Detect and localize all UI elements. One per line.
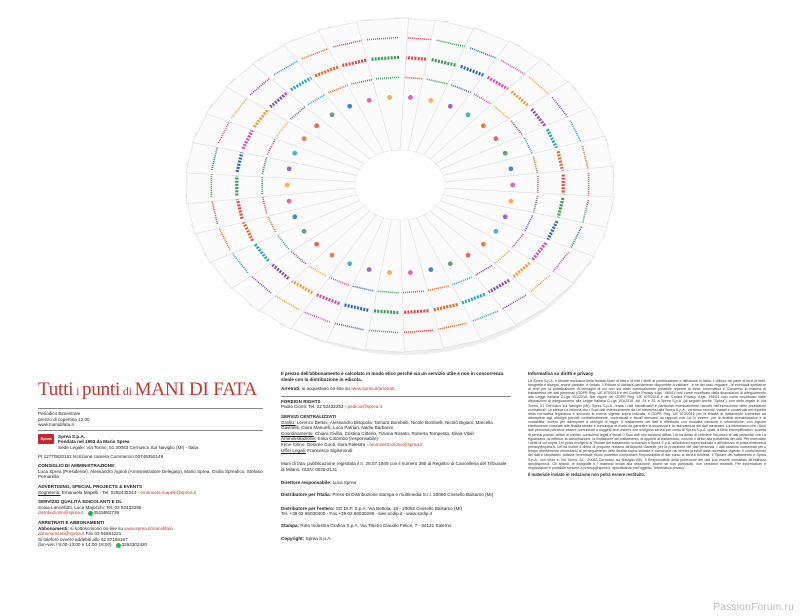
sprea-logo: Sprea xyxy=(38,434,54,444)
director-name: Luca Sprea xyxy=(332,480,357,486)
subscriptions-hours: (lun-ven / 9:00-13:00 e 14:00-18:00) xyxy=(38,542,112,548)
advertising-title: ADVERTISING, SPECIAL PROJECTS & EVENTS xyxy=(38,483,143,489)
privacy-final-note: Il materiale inviato in redazione non potrà essere restituito. xyxy=(528,472,646,478)
periodicity: Periodico Bimestrale xyxy=(38,411,81,416)
foreign-rights-block xyxy=(281,399,511,410)
distributor-label: Distributore per l'Italia: xyxy=(281,491,332,497)
colophon-column-middle xyxy=(281,365,511,546)
coordinamento-label: Coordinamento: xyxy=(281,430,314,436)
board-title: CONSIGLIO DI AMMINISTRAZIONE: xyxy=(38,463,116,469)
whatsapp-icon xyxy=(116,543,121,548)
client-service-title: SERVIZIO QUALITÀ EDICOLANTI E DL xyxy=(38,499,123,505)
publisher-founded: Fondata nel 1993 da Mario Sprea xyxy=(58,439,130,445)
print-text: Roto Industria Grafica S.p.A. Via Tiberio Claudio Felice, 7 - 84131 Salerno xyxy=(300,522,452,528)
website-link[interactable]: www.manidifata.it xyxy=(38,422,74,428)
subscriptions-phone: 3294302420 xyxy=(121,542,148,548)
publisher-address: Sede Legale: Via Torino, 51 20063 Cernusco Sul Naviglio (MI) - Italia xyxy=(58,444,199,450)
subscriptions-email-link[interactable]: abbonamenti@sprea.it xyxy=(38,531,85,537)
subscriptions-url-link[interactable]: www.sprea.it/manidifata xyxy=(124,525,173,531)
foreign-distributor-text: SO.DI.P. S.p.A. Via Bettola, 18 - 20092 Cinisello Balsamo (MI) xyxy=(335,505,463,511)
distributor-text: Press-Di Distribuzione stampa e multimedia S.r.l. 20090 Cinisello Balsamo (MI) xyxy=(332,491,494,497)
amministrazione-text: Erika Colombo (responsabile) xyxy=(317,436,379,442)
subscriptions-label: Abbonamenti: xyxy=(38,525,69,531)
cover-price: prezzo di copertina 12,00 xyxy=(38,416,90,422)
coordinamento-text: Chiara Civilla, Cristina Citterio, Tiziana Rosato, Roberta Tempesta, Silvia Vitali xyxy=(314,430,474,436)
subscription-notice: Il prezzo dell'abbonamento è calcolato in modo etico perché sia un servizio utile e non in concorrenza sleale con la distribuzione in edicola. xyxy=(281,371,504,382)
subscriptions-fax: Fax 02 56561221 xyxy=(85,531,122,537)
grafici-text: Lorenzo Bettini, Alessandro Bisquola, Tamara Bombelli, Nicole Bombelli, Nicolò Bigiani, Marcella Gavinelli, Clara Manuelli, Luca Patrian, Nadia Barbarini xyxy=(281,419,493,431)
divider xyxy=(281,396,511,397)
central-services-block xyxy=(281,414,511,453)
uffici-legali-label: Uffici Legali: xyxy=(281,447,306,453)
board-text: Luca Sprea (Presidente), Alessandro Agnoli (Amministratore Delegato), Mario Sprea, Giulia Spreafico, Stefano Pernarella xyxy=(38,468,263,480)
foreign-rights-title: FOREIGN RIGHTS xyxy=(281,398,321,404)
subscriptions-text: si sottoscrivono on-line su xyxy=(70,525,124,531)
foreign-distributor-block xyxy=(281,506,511,517)
foreign-distributor-contact: Tel. +39 02 66030400 - Fax +39 02 66030269 - sies.sodip.it - www.sodip.it xyxy=(281,511,432,517)
uffici-legali-text: Francesca Sigismondi xyxy=(307,447,353,453)
copyright-label: Copyright: xyxy=(281,536,305,542)
client-service-names: Sonia Lancellotti, Luca Majocchi: Tel. 02 92432295 xyxy=(38,504,142,510)
director-label: Direttore responsabile: xyxy=(281,480,332,486)
watermark: PassionForum.ru xyxy=(713,602,794,613)
colophon-column-right xyxy=(528,365,766,477)
amministrazione-label: Amministrazione: xyxy=(281,436,317,442)
whatsapp-icon xyxy=(88,511,93,516)
foreign-rights-text: Paolo Cionti: Tel. 02 92432253 - xyxy=(281,404,347,410)
magazine-title: Tutti i punti di MANI DI FATA xyxy=(38,379,258,400)
registration-info: Mani di fata, pubblicazione registrata il n. 28.07.1949 con il numero 395 al Registro di Cancelleria del Tribunale di Milano. ISSN: 0025-2131 xyxy=(281,461,507,472)
advertising-block xyxy=(38,484,263,495)
client-service-block xyxy=(38,499,263,516)
publisher-name: Sprea S.p.A. xyxy=(58,433,86,439)
privacy-body: La Sprea S.p.A. è titolare esclusiva della testata Mani di fata e di tutti i diritti di pubblicazione e diffusione in Italia. L'utilizzo da parte di terzi di testi, fotografie e disegni, anche parziale, è vietato. L'Editore si dichiara pienamente disponibile a valutare - e se del caso regolare - le eventuali spettanze di terzi per la pubblicazione di immagini di cui non sia stato eventualmente possibile reperire la fonte. Informativa e Consenso in materia di trattamento dei dati personali (GDPR Reg. UE 679/2016 e del Codice Privacy d.lgs. 196/03 così come modificato dalla disposizioni di adeguamento alla Legge Italiana D.Lgs 101/2018. Nel vigore del GDPR Reg. UE 679/2016 e del Codice Privacy d.lgs. 196/03 così come modificato dalle disposizioni di adeguamento alla Legge Italiana D.Lgs 101/2018, art. 24 e 25, a Sprea S.p.A. (di seguito anche "Sprea"), con sede legale in Via Torino, 51 Cernusco sul Naviglio (MI), Sprea S.p.A., tratta i dati identificativi e particolari eventualmente raccolti nell'esecuzione delle prestazioni contrattuali. La stessa La informa che i Suoi dati eventualmente da Lei trasmessi alla Sprea S.p.A., verranno raccolti, trattati e conservati nel rispetto della normativa legislativa e secondo la norma vigente sopra indicata. Il GDPR Reg. UE 679/2016 per le finalità di trattamento connesse ad adempiere agli obblighi previsti contrattualmente, contrattuali e fiscali derivanti da rapporti con Lei in essere, per le finalità amministrative e di contabilità, ovvero per adempiere a obblighi di legge. Il trattamento dei dati è effettuato con modalità cartacee e informatiche, con logiche strettamente correlate alle finalità stesse e comunque in modo da garantire la sicurezza e la riservatezza dei dati medesimi. La informiamo che i Suoi dati personali potranno essere comunicati a soggetti terzi esterni che svolgono servizi per conto di Sprea S.p.A. quali, a titolo esemplificativo, società di servizi postali, istituti di credito, consulenti legali e fiscali. I Suoi dati non saranno diffusi. Lei ha diritto di chiedere l'accesso ai dati personali che La riguardano, la rettifica, la cancellazione, la limitazione del trattamento, di opporsi al trattamento, nonché il diritto alla portabilità dei dati. Per esercitare i diritti di cui sopra, Lei potrà rivolgersi al Titolare del trattamento scrivendo a Sprea S.p.A. all'indirizzo sopra indicato o all'indirizzo di posta elettronica privacy@sprea.it. Lei ha inoltre il diritto di proporre reclamo all'Autorità Garante per la protezione dei dati personali. I dati saranno conservati per il tempo strettamente necessario al perseguimento delle finalità sopra indicate e comunque nei termini previsti dalla normativa vigente. Il conferimento dei dati è facoltativo; tuttavia l'eventuale rifiuto potrebbe comportare l'impossibilità di dar corso ai servizi richiesti. Il Titolare del trattamento è Sprea S.p.A., con sede in Via Torino, 51 - 20063 Cernusco sul Naviglio (MI). Il Responsabile della protezione dei dati può essere contattato all'indirizzo dpo@sprea.it. Gli articoli, le fotografie e i materiali inviati alla redazione, anche se non pubblicati, non verranno restituiti. Per informazioni e segnalazioni è possibile scrivere a privacy@sprea.it, specificando nell'oggetto "Informativa privacy". xyxy=(528,378,766,470)
subscriptions-phone-info: Si taleforo ovvero addebiti allo 02 87168197 xyxy=(38,536,128,542)
divider xyxy=(38,408,263,409)
client-service-phone: 3515582739 xyxy=(93,510,120,516)
central-services-title: SERVIZI CENTRALIZZATI xyxy=(281,413,336,419)
colophon-column-left xyxy=(38,365,263,552)
privacy-title: Informativa su diritti e privacy xyxy=(528,371,594,376)
amministrazione-people: Irene Citino, Desirée Conti, Sara Palestra - xyxy=(281,441,369,447)
advertising-email-link[interactable]: emanuela.mapelli@sprea.it xyxy=(140,489,197,495)
foreign-rights-email-link[interactable]: pedicio@sprea.it xyxy=(347,404,382,410)
arretrati-url-link[interactable]: www.sprea.it/arretrati xyxy=(351,386,395,392)
subscriptions-title: ARRETRATI E ABBONAMENTI xyxy=(38,519,105,525)
board-block xyxy=(38,463,263,480)
client-service-email-link[interactable]: distribuzione@sprea.it xyxy=(38,510,84,516)
publisher-block xyxy=(38,434,263,451)
publisher-registry: PI 12770820152 Iscrizione camera Commercio 00746350149 xyxy=(38,453,164,459)
foreign-distributor-label: Distributore per l'estero: xyxy=(281,505,335,511)
copyright-text: Sprea S.p.A. xyxy=(305,536,332,542)
amministrazione-email-link[interactable]: amministrazione@sprea.it xyxy=(369,441,423,447)
grafici-label: Grafici: xyxy=(281,419,296,425)
subscriptions-block xyxy=(38,520,263,548)
divider xyxy=(38,430,263,431)
print-label: Stampa: xyxy=(281,522,300,528)
arretrati-label: Arretrati: xyxy=(281,386,301,392)
advertising-text: Emanuela Mapelli - Tel. 0292432244 - xyxy=(61,489,140,495)
advertising-label: Segreteria: xyxy=(38,489,61,495)
arretrati-text: si acquistano on-line su xyxy=(301,386,350,392)
colophon xyxy=(0,365,800,616)
